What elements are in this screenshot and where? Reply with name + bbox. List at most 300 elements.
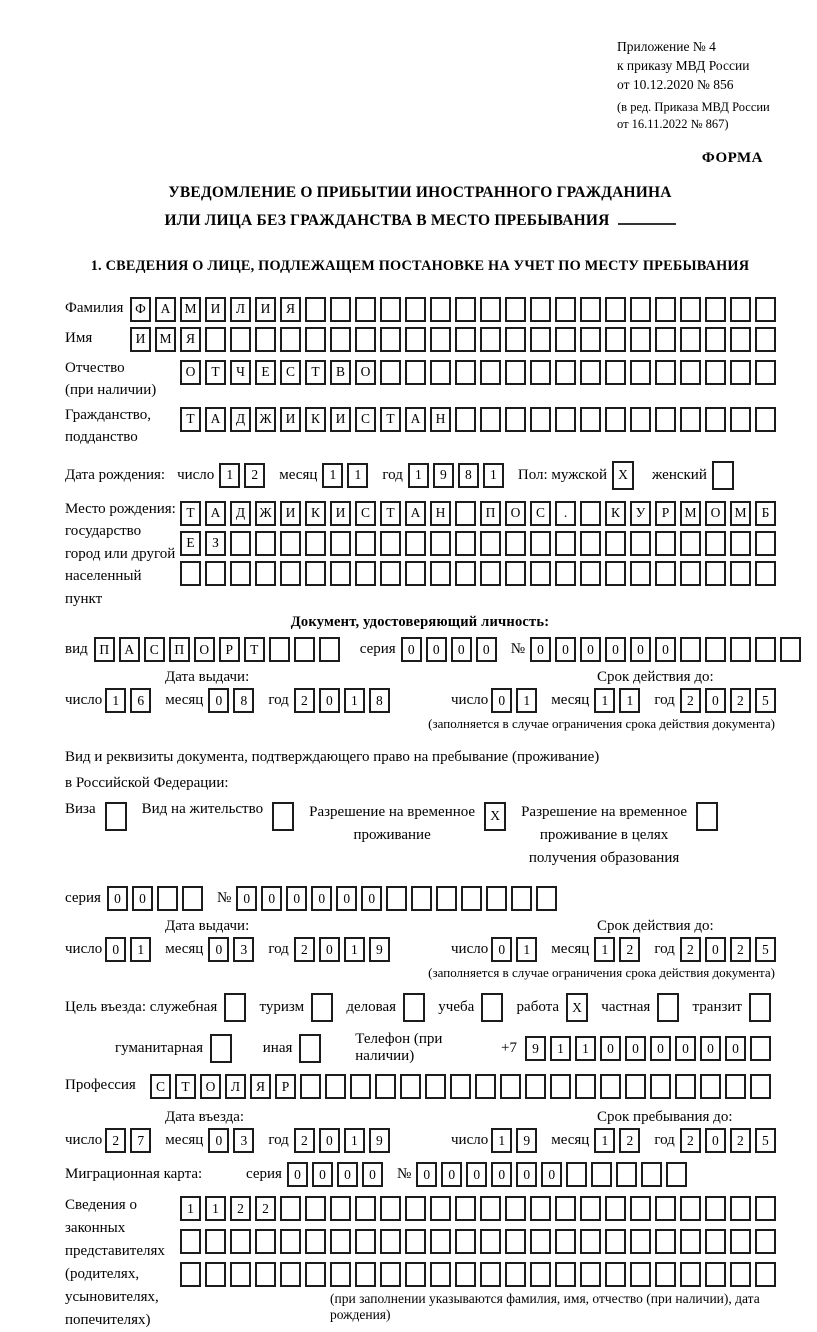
char-cell[interactable]	[255, 1229, 276, 1254]
char-cell[interactable]: 0	[361, 886, 382, 911]
char-cell[interactable]	[330, 327, 351, 352]
char-cell[interactable]: О	[194, 637, 215, 662]
char-cell[interactable]	[555, 1196, 576, 1221]
char-cell[interactable]: И	[280, 501, 301, 526]
char-cell[interactable]: 0	[416, 1162, 437, 1187]
char-cell[interactable]	[555, 531, 576, 556]
char-cell[interactable]	[655, 327, 676, 352]
char-cell[interactable]	[505, 327, 526, 352]
char-cell[interactable]: 0	[287, 1162, 308, 1187]
char-cell[interactable]	[580, 360, 601, 385]
surname-field[interactable]	[130, 297, 780, 322]
char-cell[interactable]: 1	[516, 937, 537, 962]
char-cell[interactable]	[655, 1196, 676, 1221]
char-cell[interactable]	[605, 360, 626, 385]
purpose-transit-checkbox[interactable]	[749, 993, 775, 1022]
char-cell[interactable]	[455, 297, 476, 322]
checkbox-cell[interactable]	[657, 993, 679, 1022]
checkbox-cell[interactable]	[210, 1034, 232, 1063]
char-cell[interactable]	[755, 1229, 776, 1254]
char-cell[interactable]	[655, 407, 676, 432]
char-cell[interactable]: 0	[655, 637, 676, 662]
char-cell[interactable]: Я	[280, 297, 301, 322]
profession-field[interactable]	[150, 1074, 775, 1099]
char-cell[interactable]: М	[680, 501, 701, 526]
char-cell[interactable]	[455, 531, 476, 556]
char-cell[interactable]	[455, 561, 476, 586]
char-cell[interactable]: Д	[230, 407, 251, 432]
residence-number-field[interactable]	[236, 886, 561, 911]
birth-place-row-2[interactable]	[180, 531, 780, 556]
doc-issue-year[interactable]	[294, 688, 394, 713]
char-cell[interactable]	[330, 1196, 351, 1221]
residence-expiry-month[interactable]	[594, 937, 644, 962]
char-cell[interactable]	[680, 297, 701, 322]
representatives-row-3[interactable]	[180, 1262, 780, 1287]
char-cell[interactable]	[280, 561, 301, 586]
char-cell[interactable]	[655, 531, 676, 556]
sex-female-checkbox[interactable]	[712, 461, 738, 490]
char-cell[interactable]: 0	[600, 1036, 621, 1061]
char-cell[interactable]	[655, 1229, 676, 1254]
char-cell[interactable]: 0	[491, 688, 512, 713]
purpose-official-checkbox[interactable]	[224, 993, 250, 1022]
patronymic-field[interactable]	[180, 360, 780, 385]
char-cell[interactable]	[680, 1196, 701, 1221]
char-cell[interactable]	[380, 1196, 401, 1221]
char-cell[interactable]: 0	[605, 637, 626, 662]
char-cell[interactable]: Д	[230, 501, 251, 526]
char-cell[interactable]: 0	[705, 1128, 726, 1153]
char-cell[interactable]: 2	[244, 463, 265, 488]
char-cell[interactable]	[400, 1074, 421, 1099]
checkbox-cell[interactable]	[481, 993, 503, 1022]
char-cell[interactable]	[730, 531, 751, 556]
char-cell[interactable]: Н	[430, 407, 451, 432]
char-cell[interactable]	[605, 1262, 626, 1287]
char-cell[interactable]	[605, 407, 626, 432]
char-cell[interactable]	[680, 327, 701, 352]
char-cell[interactable]	[450, 1074, 471, 1099]
char-cell[interactable]: 5	[755, 1128, 776, 1153]
char-cell[interactable]: 0	[312, 1162, 333, 1187]
char-cell[interactable]	[461, 886, 482, 911]
checkbox-cell[interactable]	[224, 993, 246, 1022]
purpose-study-checkbox[interactable]	[481, 993, 507, 1022]
char-cell[interactable]	[430, 1196, 451, 1221]
char-cell[interactable]	[294, 637, 315, 662]
char-cell[interactable]	[500, 1074, 521, 1099]
char-cell[interactable]	[580, 501, 601, 526]
char-cell[interactable]	[375, 1074, 396, 1099]
char-cell[interactable]: Т	[205, 360, 226, 385]
char-cell[interactable]: 1	[344, 688, 365, 713]
entry-day[interactable]	[105, 1128, 155, 1153]
char-cell[interactable]	[305, 1229, 326, 1254]
char-cell[interactable]	[455, 360, 476, 385]
char-cell[interactable]	[755, 407, 776, 432]
char-cell[interactable]: 1	[619, 688, 640, 713]
char-cell[interactable]	[705, 407, 726, 432]
char-cell[interactable]: А	[405, 407, 426, 432]
char-cell[interactable]: Р	[219, 637, 240, 662]
char-cell[interactable]	[480, 1196, 501, 1221]
char-cell[interactable]: И	[330, 407, 351, 432]
residence-expiry-day[interactable]	[491, 937, 541, 962]
char-cell[interactable]	[641, 1162, 662, 1187]
char-cell[interactable]: 2	[255, 1196, 276, 1221]
char-cell[interactable]: 1	[594, 688, 615, 713]
char-cell[interactable]: Т	[380, 407, 401, 432]
char-cell[interactable]: 2	[619, 937, 640, 962]
char-cell[interactable]: 2	[294, 1128, 315, 1153]
char-cell[interactable]	[355, 297, 376, 322]
checkbox-cell[interactable]	[712, 461, 734, 490]
char-cell[interactable]	[555, 561, 576, 586]
char-cell[interactable]	[630, 360, 651, 385]
char-cell[interactable]: 5	[755, 688, 776, 713]
doc-expiry-day[interactable]	[491, 688, 541, 713]
char-cell[interactable]	[269, 637, 290, 662]
char-cell[interactable]: 0	[208, 688, 229, 713]
checkbox-cell[interactable]	[311, 993, 333, 1022]
char-cell[interactable]: 1	[322, 463, 343, 488]
char-cell[interactable]	[566, 1162, 587, 1187]
char-cell[interactable]: 0	[336, 886, 357, 911]
representatives-row-2[interactable]	[180, 1229, 780, 1254]
char-cell[interactable]	[705, 327, 726, 352]
char-cell[interactable]	[405, 1262, 426, 1287]
char-cell[interactable]	[411, 886, 432, 911]
char-cell[interactable]	[580, 1196, 601, 1221]
char-cell[interactable]: А	[119, 637, 140, 662]
char-cell[interactable]: 1	[105, 688, 126, 713]
char-cell[interactable]	[655, 1262, 676, 1287]
char-cell[interactable]	[430, 1229, 451, 1254]
stay-month[interactable]	[594, 1128, 644, 1153]
char-cell[interactable]	[505, 1262, 526, 1287]
char-cell[interactable]	[380, 297, 401, 322]
checkbox-cell[interactable]	[105, 802, 127, 831]
char-cell[interactable]	[730, 1196, 751, 1221]
char-cell[interactable]	[355, 1262, 376, 1287]
char-cell[interactable]	[555, 327, 576, 352]
char-cell[interactable]	[300, 1074, 321, 1099]
char-cell[interactable]: 0	[319, 937, 340, 962]
char-cell[interactable]	[530, 1262, 551, 1287]
char-cell[interactable]	[430, 360, 451, 385]
char-cell[interactable]: К	[305, 501, 326, 526]
char-cell[interactable]: 9	[369, 1128, 390, 1153]
char-cell[interactable]: Т	[305, 360, 326, 385]
char-cell[interactable]: 6	[130, 688, 151, 713]
char-cell[interactable]	[680, 561, 701, 586]
char-cell[interactable]	[755, 327, 776, 352]
doc-number-field[interactable]	[530, 637, 805, 662]
char-cell[interactable]	[230, 561, 251, 586]
entry-year[interactable]	[294, 1128, 394, 1153]
char-cell[interactable]	[655, 360, 676, 385]
char-cell[interactable]: 0	[491, 937, 512, 962]
char-cell[interactable]: 2	[105, 1128, 126, 1153]
char-cell[interactable]	[705, 297, 726, 322]
char-cell[interactable]	[430, 531, 451, 556]
char-cell[interactable]: Н	[430, 501, 451, 526]
char-cell[interactable]	[630, 407, 651, 432]
char-cell[interactable]: 9	[433, 463, 454, 488]
char-cell[interactable]: 0	[441, 1162, 462, 1187]
birth-day-field[interactable]	[219, 463, 269, 488]
char-cell[interactable]: 2	[680, 688, 701, 713]
char-cell[interactable]	[605, 1229, 626, 1254]
char-cell[interactable]: 0	[555, 637, 576, 662]
char-cell[interactable]	[430, 327, 451, 352]
char-cell[interactable]: И	[330, 501, 351, 526]
char-cell[interactable]: 1	[575, 1036, 596, 1061]
birth-place-row-1[interactable]	[180, 501, 780, 526]
char-cell[interactable]: К	[605, 501, 626, 526]
char-cell[interactable]: 0	[580, 637, 601, 662]
char-cell[interactable]	[255, 327, 276, 352]
char-cell[interactable]: С	[355, 407, 376, 432]
char-cell[interactable]: О	[505, 501, 526, 526]
char-cell[interactable]	[505, 297, 526, 322]
char-cell[interactable]	[405, 297, 426, 322]
char-cell[interactable]: 0	[319, 1128, 340, 1153]
char-cell[interactable]: Р	[655, 501, 676, 526]
char-cell[interactable]	[180, 1262, 201, 1287]
char-cell[interactable]	[730, 360, 751, 385]
char-cell[interactable]: 3	[233, 1128, 254, 1153]
char-cell[interactable]	[305, 327, 326, 352]
char-cell[interactable]	[405, 327, 426, 352]
char-cell[interactable]	[180, 561, 201, 586]
char-cell[interactable]	[605, 297, 626, 322]
char-cell[interactable]: 0	[311, 886, 332, 911]
residence-permit-checkbox[interactable]	[272, 802, 298, 831]
char-cell[interactable]: М	[155, 327, 176, 352]
char-cell[interactable]	[230, 1262, 251, 1287]
doc-expiry-month[interactable]	[594, 688, 644, 713]
char-cell[interactable]: В	[330, 360, 351, 385]
char-cell[interactable]: Т	[175, 1074, 196, 1099]
char-cell[interactable]: Ф	[130, 297, 151, 322]
checkbox-cell[interactable]: X	[566, 993, 588, 1022]
char-cell[interactable]	[505, 1229, 526, 1254]
char-cell[interactable]: Т	[180, 407, 201, 432]
char-cell[interactable]	[555, 297, 576, 322]
char-cell[interactable]	[530, 1196, 551, 1221]
representatives-row-1[interactable]	[180, 1196, 780, 1221]
given-name-field[interactable]	[130, 327, 780, 352]
checkbox-cell[interactable]	[272, 802, 294, 831]
checkbox-cell[interactable]	[299, 1034, 321, 1063]
char-cell[interactable]	[480, 531, 501, 556]
char-cell[interactable]	[205, 327, 226, 352]
char-cell[interactable]: К	[305, 407, 326, 432]
char-cell[interactable]: З	[205, 531, 226, 556]
char-cell[interactable]	[380, 531, 401, 556]
char-cell[interactable]: 0	[286, 886, 307, 911]
char-cell[interactable]	[755, 1196, 776, 1221]
char-cell[interactable]: Я	[250, 1074, 271, 1099]
char-cell[interactable]	[580, 407, 601, 432]
char-cell[interactable]: Л	[230, 297, 251, 322]
char-cell[interactable]: 2	[619, 1128, 640, 1153]
residence-issue-month[interactable]	[208, 937, 258, 962]
char-cell[interactable]: 1	[550, 1036, 571, 1061]
char-cell[interactable]	[455, 501, 476, 526]
char-cell[interactable]: 1	[219, 463, 240, 488]
checkbox-cell[interactable]	[749, 993, 771, 1022]
char-cell[interactable]: Т	[180, 501, 201, 526]
char-cell[interactable]	[755, 637, 776, 662]
residence-series-field[interactable]	[107, 886, 207, 911]
char-cell[interactable]	[455, 1196, 476, 1221]
char-cell[interactable]: 1	[483, 463, 504, 488]
char-cell[interactable]	[630, 1229, 651, 1254]
char-cell[interactable]: 0	[630, 637, 651, 662]
char-cell[interactable]: С	[150, 1074, 171, 1099]
char-cell[interactable]: А	[205, 407, 226, 432]
char-cell[interactable]: Ж	[255, 407, 276, 432]
char-cell[interactable]: 2	[230, 1196, 251, 1221]
char-cell[interactable]	[255, 561, 276, 586]
char-cell[interactable]: Р	[275, 1074, 296, 1099]
char-cell[interactable]	[705, 1229, 726, 1254]
char-cell[interactable]: 0	[476, 637, 497, 662]
char-cell[interactable]: Я	[180, 327, 201, 352]
char-cell[interactable]	[700, 1074, 721, 1099]
purpose-private-checkbox[interactable]	[657, 993, 683, 1022]
char-cell[interactable]	[555, 1262, 576, 1287]
char-cell[interactable]: 0	[236, 886, 257, 911]
char-cell[interactable]: 2	[294, 937, 315, 962]
char-cell[interactable]	[705, 531, 726, 556]
doc-issue-day[interactable]	[105, 688, 155, 713]
char-cell[interactable]	[616, 1162, 637, 1187]
char-cell[interactable]: Ч	[230, 360, 251, 385]
char-cell[interactable]: 1	[205, 1196, 226, 1221]
char-cell[interactable]: 2	[680, 1128, 701, 1153]
char-cell[interactable]	[230, 327, 251, 352]
entry-month[interactable]	[208, 1128, 258, 1153]
char-cell[interactable]	[630, 297, 651, 322]
char-cell[interactable]: 5	[755, 937, 776, 962]
char-cell[interactable]: С	[280, 360, 301, 385]
char-cell[interactable]	[505, 531, 526, 556]
char-cell[interactable]: 0	[337, 1162, 358, 1187]
char-cell[interactable]	[455, 1262, 476, 1287]
char-cell[interactable]	[380, 561, 401, 586]
char-cell[interactable]	[280, 1262, 301, 1287]
char-cell[interactable]: 1	[180, 1196, 201, 1221]
char-cell[interactable]: 1	[516, 688, 537, 713]
residence-issue-year[interactable]	[294, 937, 394, 962]
char-cell[interactable]: 2	[680, 937, 701, 962]
char-cell[interactable]: 2	[294, 688, 315, 713]
char-cell[interactable]: И	[205, 297, 226, 322]
char-cell[interactable]	[255, 531, 276, 556]
char-cell[interactable]	[330, 1229, 351, 1254]
char-cell[interactable]	[205, 1229, 226, 1254]
char-cell[interactable]	[705, 360, 726, 385]
char-cell[interactable]: С	[355, 501, 376, 526]
char-cell[interactable]	[505, 561, 526, 586]
char-cell[interactable]	[625, 1074, 646, 1099]
char-cell[interactable]	[725, 1074, 746, 1099]
char-cell[interactable]	[655, 297, 676, 322]
char-cell[interactable]	[580, 1262, 601, 1287]
char-cell[interactable]: М	[180, 297, 201, 322]
char-cell[interactable]: 0	[261, 886, 282, 911]
char-cell[interactable]	[280, 1229, 301, 1254]
birth-year-field[interactable]	[408, 463, 508, 488]
char-cell[interactable]	[475, 1074, 496, 1099]
char-cell[interactable]	[650, 1074, 671, 1099]
char-cell[interactable]	[630, 1262, 651, 1287]
char-cell[interactable]	[755, 360, 776, 385]
char-cell[interactable]	[591, 1162, 612, 1187]
char-cell[interactable]	[255, 1262, 276, 1287]
char-cell[interactable]	[555, 407, 576, 432]
char-cell[interactable]: П	[169, 637, 190, 662]
char-cell[interactable]	[755, 1262, 776, 1287]
purpose-other-checkbox[interactable]	[299, 1034, 325, 1063]
char-cell[interactable]	[505, 407, 526, 432]
char-cell[interactable]	[530, 327, 551, 352]
char-cell[interactable]	[305, 1196, 326, 1221]
char-cell[interactable]: П	[94, 637, 115, 662]
char-cell[interactable]	[305, 297, 326, 322]
char-cell[interactable]	[750, 1074, 771, 1099]
char-cell[interactable]	[380, 360, 401, 385]
char-cell[interactable]: 0	[541, 1162, 562, 1187]
char-cell[interactable]	[655, 561, 676, 586]
char-cell[interactable]	[325, 1074, 346, 1099]
char-cell[interactable]	[319, 637, 340, 662]
char-cell[interactable]	[580, 327, 601, 352]
char-cell[interactable]	[530, 1229, 551, 1254]
char-cell[interactable]: У	[630, 501, 651, 526]
char-cell[interactable]: Б	[755, 501, 776, 526]
char-cell[interactable]	[780, 637, 801, 662]
char-cell[interactable]: 2	[730, 688, 751, 713]
char-cell[interactable]: 2	[730, 1128, 751, 1153]
char-cell[interactable]: 9	[525, 1036, 546, 1061]
char-cell[interactable]: 0	[516, 1162, 537, 1187]
char-cell[interactable]	[680, 360, 701, 385]
checkbox-cell[interactable]: X	[484, 802, 506, 831]
char-cell[interactable]	[730, 637, 751, 662]
char-cell[interactable]	[182, 886, 203, 911]
char-cell[interactable]: 0	[105, 937, 126, 962]
char-cell[interactable]	[666, 1162, 687, 1187]
char-cell[interactable]	[180, 1229, 201, 1254]
char-cell[interactable]	[305, 1262, 326, 1287]
char-cell[interactable]: И	[130, 327, 151, 352]
char-cell[interactable]: 7	[130, 1128, 151, 1153]
char-cell[interactable]	[755, 531, 776, 556]
char-cell[interactable]	[730, 297, 751, 322]
char-cell[interactable]: Ж	[255, 501, 276, 526]
char-cell[interactable]	[680, 1262, 701, 1287]
char-cell[interactable]	[605, 531, 626, 556]
char-cell[interactable]: О	[705, 501, 726, 526]
char-cell[interactable]	[580, 297, 601, 322]
char-cell[interactable]	[280, 1196, 301, 1221]
char-cell[interactable]	[580, 531, 601, 556]
